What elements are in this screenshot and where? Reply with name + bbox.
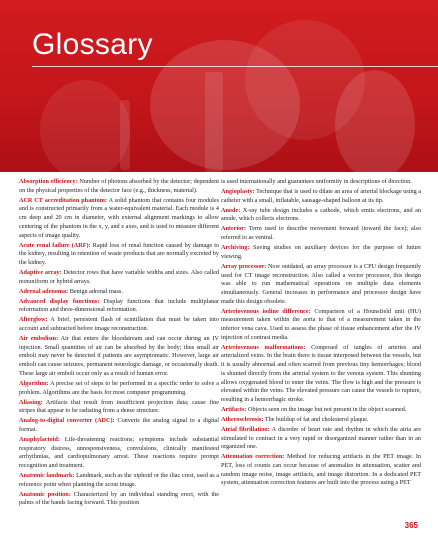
glossary-definition: Method for reducing artifacts in the PET image. In PET, loss of counts can occur because of anomalies in attenuation, scatter and random image noise, image artifacts, and image distortion. In a dedicated PET system, attenuation correction features are built into the process using a PET: [221, 453, 422, 487]
glossary-entry: [19, 399, 219, 416]
glossary-term: Anterior:: [221, 225, 247, 233]
glossary-term: Array processor:: [221, 262, 267, 270]
glossary-definition: Technique that is used to dilate an area of arterial blockage using a catheter with a small, inflatable, sausage-shaped balloon at its tip.: [221, 188, 421, 204]
glossary-term: Adaptive array:: [19, 268, 62, 276]
glossary-definition: Landmark, such as the xiphoid or the iliac crest, used as a reference point when planning the scout image.: [19, 472, 219, 488]
glossary-entry: [19, 417, 219, 434]
glossary-term: Artifacts:: [221, 405, 247, 413]
glossary-entry: [19, 472, 219, 489]
glossary-entry: [221, 207, 421, 224]
glossary-entry: [221, 263, 421, 307]
glossary-entry: [221, 453, 421, 488]
glossary-definition: Objects seen on the image but not present in the object scanned.: [247, 405, 407, 413]
title-divider: [32, 66, 438, 67]
glossary-entry: [19, 242, 219, 268]
glossary-term: Absorption efficiency:: [19, 178, 78, 185]
glossary-entry: [19, 178, 219, 195]
glossary-entry: [221, 308, 421, 343]
glossary-term: Acute renal failure (ARF):: [19, 241, 91, 249]
glossary-definition: Air that enters the bloodstream and can occur during an IV injection. Small quantities of air can be absorbed by the body; thus small air emboli may never be detected if patients are asymptomatic. However, large air emboli can cause seizures, permanent neurologic damage, or occasionally death. These large air emboli occur only as a result of human error.: [19, 335, 219, 377]
glossary-entry: [19, 335, 219, 379]
glossary-term: Arteriovenous iodine difference:: [221, 307, 311, 315]
glossary-definition: Artifacts that result from insufficient projection data; cause fine stripes that appear to be radiating from a dense structure.: [19, 398, 219, 415]
glossary-definition: Rapid loss of renal function caused by damage to the kidney, resulting in retention of waste products that are normally excreted by the kidney.: [19, 241, 220, 266]
glossary-definition: A disorder of heart rate and rhythm in which the atria are stimulated to contract in a very rapid or disorganized manner rather than in an organized one.: [221, 425, 421, 451]
glossary-term: Advanced display functions:: [19, 297, 100, 305]
header-banner: [0, 0, 438, 172]
glossary-definition: Composed of tangles of arteries and arterialized veins. In the brain there is tissue interposed between the vessels, but it is usually abnormal and often scarred from previous tiny hemorrhages; blood is shunted directly from the arterial system to the venous system. This shunting allows oxygenated blood to enter the veins. The flow is high and the pressure is elevated within the veins. The elevated pressure can cause the vessels to rupture, resulting in a hemorrhagic stroke.: [221, 343, 422, 403]
glossary-term: Anatomic landmark:: [19, 472, 75, 480]
background-image: [40, 80, 130, 172]
glossary-term: ACR CT accreditation phantom:: [19, 196, 107, 204]
glossary-definition: is used internationally and guarantees uniformity in descriptions of direction.: [221, 178, 412, 185]
background-image: [335, 70, 415, 172]
background-image: [205, 72, 223, 172]
glossary-term: Analog-to-digital converter (ADC):: [19, 417, 115, 425]
glossary-definition: Now outdated, an array processor is a CPU design frequently used for CT image reconstruction. Also called a vector processor, this design was able to run mathematical operations on multiple data elements simultaneously. General increases in performance and processor design have made this design obsolete.: [221, 262, 422, 305]
glossary-term: Afterglow:: [19, 316, 48, 324]
page-number: 365: [404, 521, 418, 530]
glossary-entry: [19, 380, 219, 397]
glossary-entry: [19, 269, 219, 286]
glossary-definition: Number of photons absorbed by the detector; dependent on the physical properties of the detector face (e.g., thickness, material).: [19, 178, 219, 194]
glossary-term: Atrial fibrillation:: [221, 425, 270, 433]
glossary-definition: Comparison of a Hounsfield unit (HU) measurement taken within the aorta to that of a measurement taken in the inferior vena cava. Used to assess the phase of tissue enhancement after the IV injection of contrast media.: [221, 307, 422, 341]
glossary-definition: Converts the analog signal to a digital format.: [19, 417, 220, 433]
glossary-term: Air embolism:: [19, 335, 59, 343]
glossary-definition: Benign adrenal mass.: [69, 287, 123, 295]
glossary-entry: [221, 344, 421, 405]
glossary-definition: Detector rows that have variable widths and sizes. Also called nonuniform or hybrid arrays.: [19, 268, 220, 285]
glossary-entry: [221, 188, 421, 205]
glossary-term: Attenuation correction:: [221, 453, 285, 461]
glossary-term: Archiving:: [221, 244, 250, 252]
glossary-column-left: [19, 178, 219, 509]
glossary-definition: The buildup of fat and cholesterol plaque.: [264, 415, 369, 423]
glossary-definition: Characterized by an individual standing erect, with the palms of the hands facing forward. This position: [19, 490, 219, 507]
glossary-term: Atherosclerosis:: [221, 415, 264, 423]
glossary-term: Arteriovenous malformations:: [221, 343, 306, 351]
glossary-definition: Term used to describe movement forward (toward the face); also referred to as ventral.: [221, 225, 421, 242]
glossary-entry: [19, 197, 219, 241]
glossary-column-right: [221, 178, 421, 489]
glossary-entry: [19, 491, 219, 508]
glossary-entry: [19, 288, 219, 297]
glossary-term: Anaphylactoid:: [19, 435, 60, 443]
glossary-entry: [221, 178, 421, 187]
glossary-definition: Saving studies on auxiliary devices for the purpose of future viewing.: [221, 244, 422, 260]
glossary-entry: [221, 244, 421, 261]
glossary-definition: Display functions that include multiplanar reformation and three-dimensional reformation.: [19, 297, 219, 314]
glossary-term: Algorithm:: [19, 379, 49, 387]
page-title: Glossary: [32, 28, 153, 61]
glossary-entry: [221, 416, 421, 425]
glossary-term: Anatomic position:: [19, 490, 71, 498]
glossary-entry: [221, 426, 421, 452]
glossary-term: Aliasing:: [19, 398, 43, 406]
glossary-definition: A solid phantom that contains four modules and is constructed primarily from a water-equivalent material. Each module is 4 cm deep and 20 cm in diameter, with external alignment markings to allow centering of the phantom in the x, y, and z axes, and is used to measure different aspects of image quality.: [19, 196, 219, 239]
background-image: [120, 100, 130, 170]
glossary-definition: X-ray tube design includes a cathode, which emits electrons, and an anode, which collects electrons.: [221, 206, 421, 223]
glossary-term: Angioplasty:: [221, 188, 255, 195]
glossary-definition: A precise set of steps to be performed in a specific order to solve a problem. Algorithms are the basis for most computer programming.: [19, 379, 219, 396]
glossary-entry: [19, 298, 219, 315]
glossary-term: Anode:: [221, 206, 241, 214]
glossary-term: Adrenal adenoma:: [19, 287, 69, 295]
glossary-definition: Life-threatening reactions; symptoms include substantial respiratory distress, unresponsiveness, convulsions, clinically manifested arrhythmias, and cardiopulmonary arrest. These reactions require prompt recognition and treatment.: [19, 435, 220, 470]
glossary-entry: [221, 225, 421, 242]
glossary-entry: [19, 316, 219, 333]
glossary-entry: [221, 406, 421, 415]
glossary-entry: [19, 436, 219, 471]
glossary-definition: A brief, persistent flash of scintillation that must be taken into account and subtracted before image reconstruction.: [19, 316, 219, 333]
